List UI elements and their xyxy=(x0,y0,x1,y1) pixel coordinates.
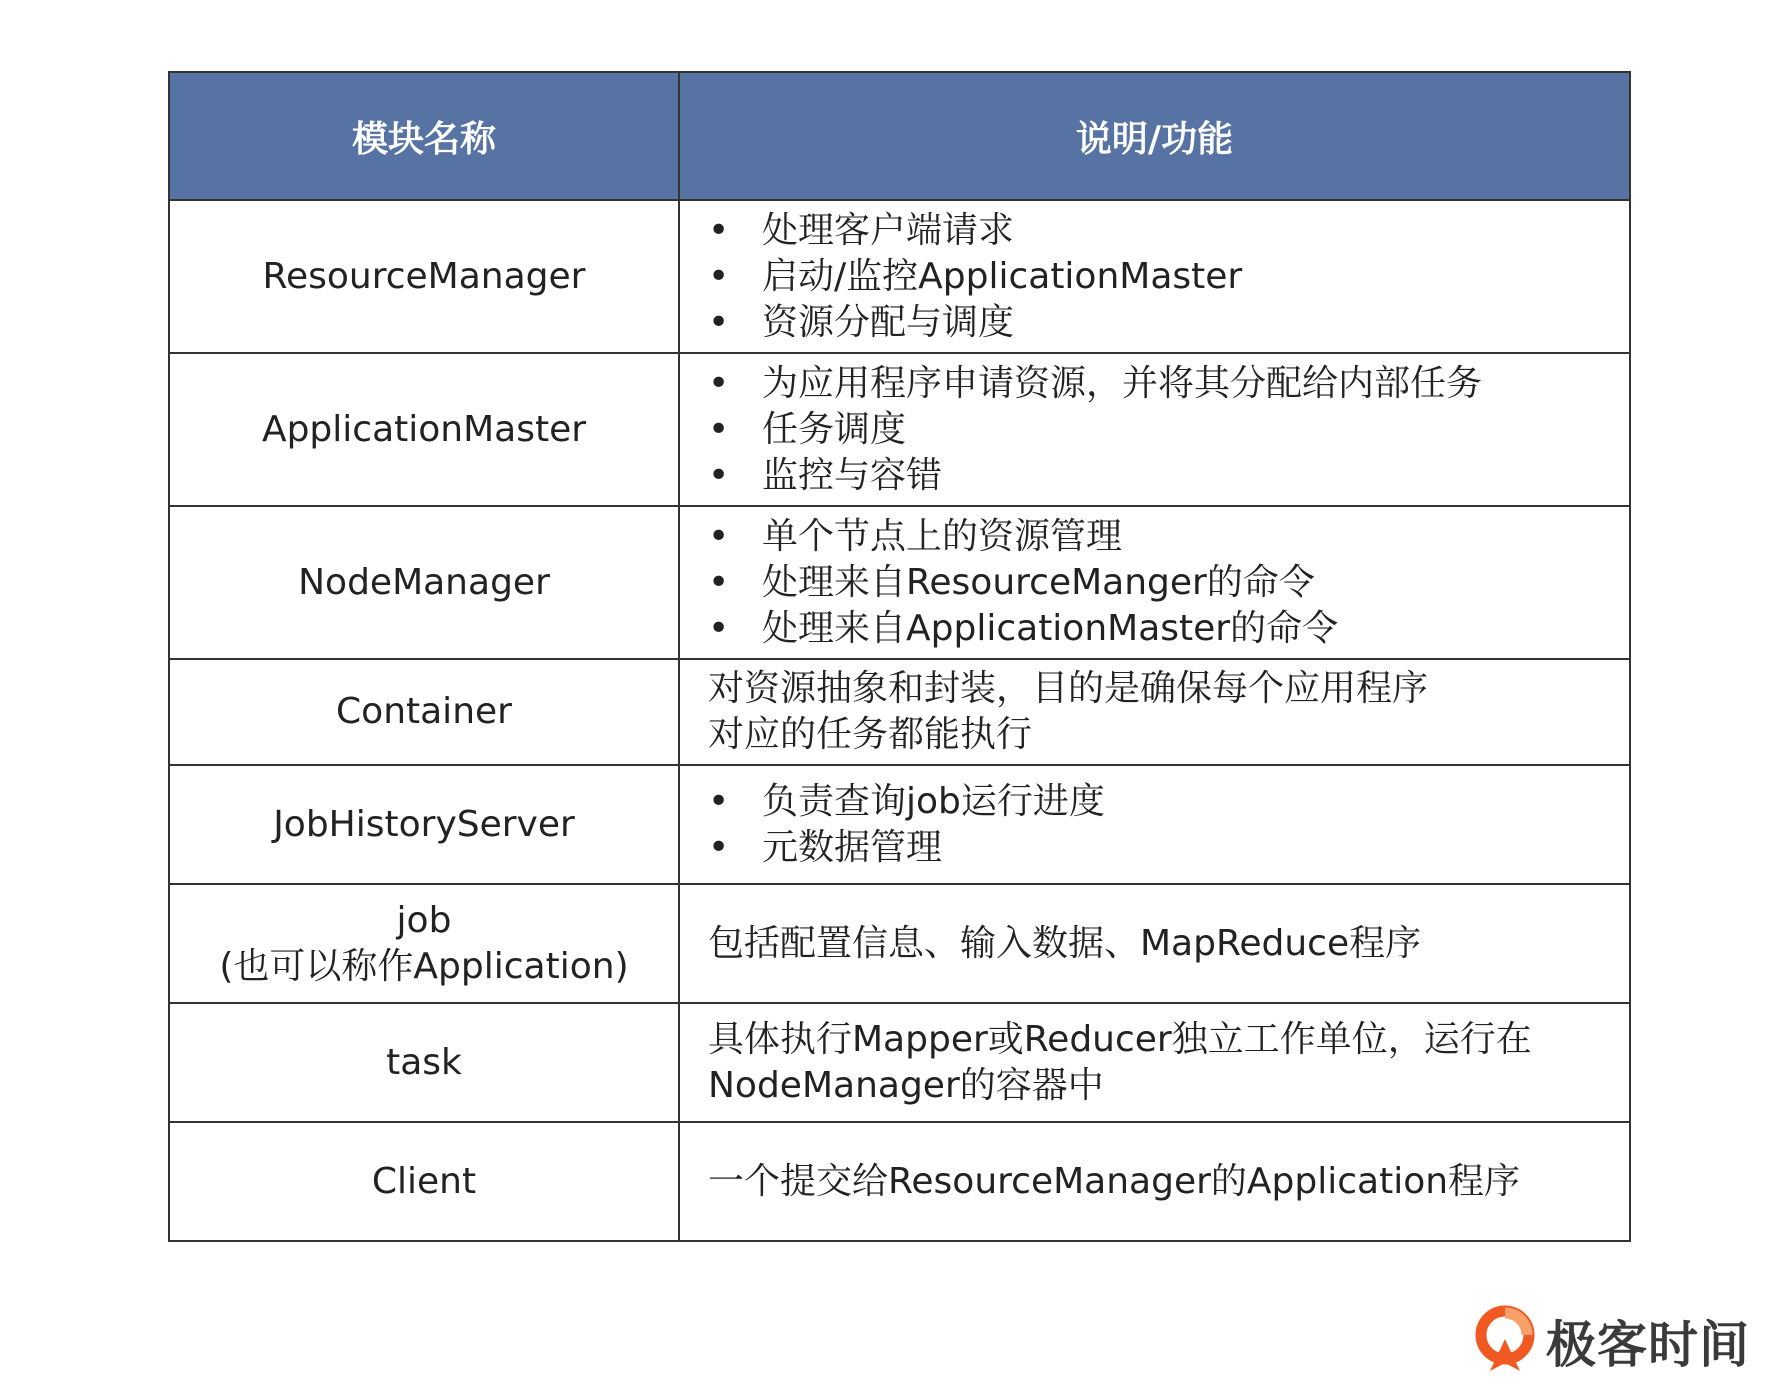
list-item: • 为应用程序申请资源，并将其分配给内部任务 xyxy=(708,361,1617,407)
description-list xyxy=(708,361,1617,499)
module-table-container xyxy=(168,71,1631,1242)
module-name-cell xyxy=(169,506,679,659)
table-row xyxy=(169,353,1630,506)
module-name-cell xyxy=(169,884,679,1003)
table-row xyxy=(169,506,1630,659)
table-row xyxy=(169,1122,1630,1241)
list-item: • 单个节点上的资源管理 xyxy=(708,514,1617,560)
geektime-logo-icon xyxy=(1474,1305,1536,1377)
description-list xyxy=(708,514,1617,652)
module-name: NodeManager xyxy=(298,561,550,603)
description-list xyxy=(708,779,1617,871)
description-cell xyxy=(679,1003,1630,1122)
list-item: • 元数据管理 xyxy=(708,825,1617,871)
list-item: • 处理来自ApplicationMaster的命令 xyxy=(708,606,1617,652)
list-item: • 负责查询job运行进度 xyxy=(708,779,1617,825)
description-cell xyxy=(679,1122,1630,1241)
module-name-cell xyxy=(169,200,679,353)
module-name-cell xyxy=(169,1122,679,1241)
module-name-cell xyxy=(169,659,679,765)
module-name: JobHistoryServer xyxy=(273,803,575,845)
description-line: 对应的任务都能执行 xyxy=(708,714,1033,755)
module-name-cell xyxy=(169,765,679,884)
table-row xyxy=(169,659,1630,765)
description-cell xyxy=(679,200,1630,353)
module-name-note: (也可以称作Application) xyxy=(219,945,629,987)
description-line: 一个提交给ResourceManager的Application程序 xyxy=(708,1160,1521,1202)
module-name: ApplicationMaster xyxy=(261,408,587,450)
module-name: Client xyxy=(371,1160,477,1202)
module-name: ResourceManager xyxy=(262,255,586,297)
header-module-name: 模块名称 xyxy=(169,72,679,200)
header-description: 说明/功能 xyxy=(679,72,1630,200)
description-line: 对资源抽象和封装，目的是确保每个应用程序 xyxy=(708,668,1429,709)
list-item: • 资源分配与调度 xyxy=(708,300,1617,346)
table-row xyxy=(169,1003,1630,1122)
module-name-cell xyxy=(169,1003,679,1122)
description-cell xyxy=(679,659,1630,765)
description-line: 包括配置信息、输入数据、MapReduce程序 xyxy=(708,922,1422,964)
table-row xyxy=(169,765,1630,884)
description-line: 具体执行Mapper或Reducer独立工作单位，运行在 xyxy=(708,1018,1532,1060)
table-row xyxy=(169,884,1630,1003)
list-item: • 处理客户端请求 xyxy=(708,208,1617,254)
list-item: • 任务调度 xyxy=(708,407,1617,453)
description-cell xyxy=(679,765,1630,884)
module-table xyxy=(168,71,1631,1242)
geektime-logo xyxy=(1474,1305,1750,1377)
table-row xyxy=(169,200,1630,353)
module-name: Container xyxy=(336,691,512,732)
description-cell xyxy=(679,506,1630,659)
description-list xyxy=(708,208,1617,346)
module-name-cell xyxy=(169,353,679,506)
list-item: • 启动/监控ApplicationMaster xyxy=(708,254,1617,300)
description-cell xyxy=(679,353,1630,506)
logo-text: 极客时间 xyxy=(1546,1316,1750,1374)
description-line: NodeManager的容器中 xyxy=(708,1064,1104,1106)
table-header-row xyxy=(169,72,1630,200)
module-name: job xyxy=(396,899,452,941)
description-cell xyxy=(679,884,1630,1003)
list-item: • 处理来自ResourceManger的命令 xyxy=(708,560,1617,606)
list-item: • 监控与容错 xyxy=(708,453,1617,499)
module-name: task xyxy=(386,1041,462,1083)
